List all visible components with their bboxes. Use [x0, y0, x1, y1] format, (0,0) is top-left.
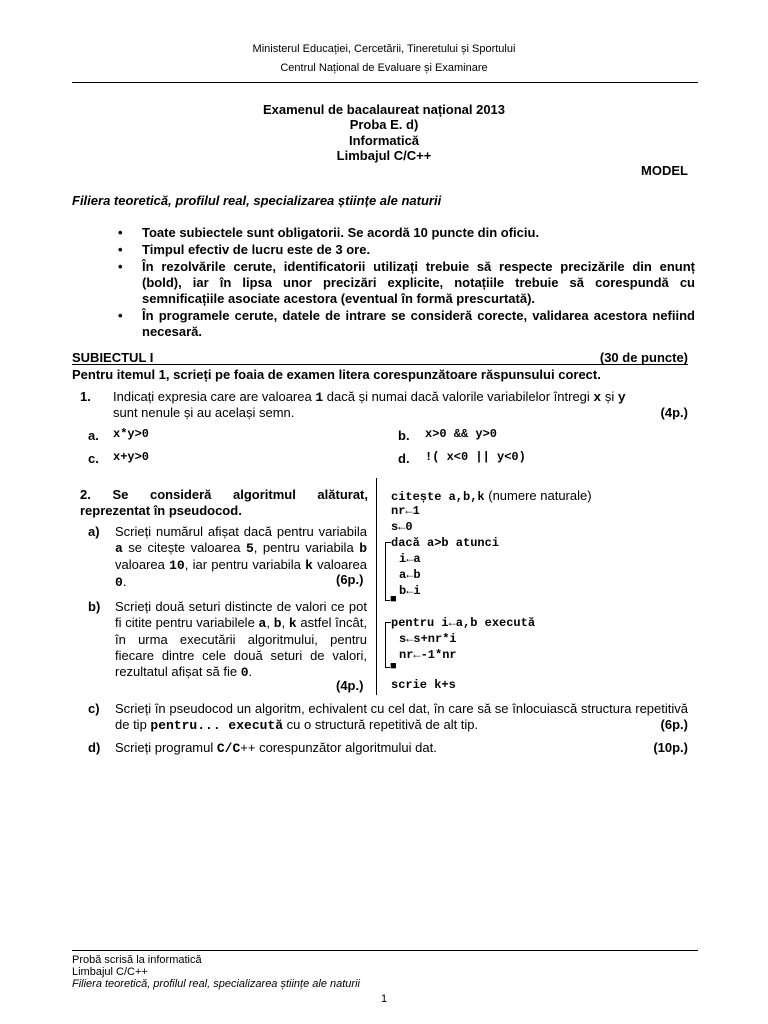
- q2c-points: (6p.): [660, 717, 688, 732]
- if-end-marker: ■: [390, 594, 397, 606]
- exam-title: Examenul de bacalaureat național 2013: [262, 102, 506, 117]
- subject-underline: [72, 364, 688, 365]
- q1-option-a-label: a.: [88, 428, 99, 443]
- exam-subject: Informatică: [348, 133, 420, 148]
- code-line-b-i: b←i: [399, 584, 421, 598]
- ministry-name: Ministerul Educației, Cercetării, Tineretului și Sportului: [252, 43, 516, 55]
- code-line-a-b: a←b: [399, 568, 421, 582]
- rule-item: • Toate subiectele sunt obligatorii. Se acordă 10 puncte din oficiu.: [118, 225, 540, 240]
- q1-number: 1.: [80, 389, 91, 404]
- subject-header: [72, 350, 688, 366]
- rule-item: • În programele cerute, datele de intrare se consideră corecte, validarea acestora nefiind necesară.: [118, 308, 695, 339]
- code-line-sum: s←s+nr*i: [399, 632, 457, 646]
- for-end-marker: ■: [390, 661, 397, 673]
- footer-line-2: Limbajul C/C++: [72, 966, 148, 978]
- q2a-label: a): [88, 524, 100, 539]
- q1-option-c-expr: x+y>0: [113, 450, 150, 464]
- rules-list: [118, 225, 695, 341]
- q2b-points: (4p.): [336, 678, 364, 693]
- q2b-label: b): [88, 599, 101, 614]
- q2c-label: c): [88, 701, 100, 716]
- header-divider: [72, 82, 698, 83]
- code-line-if: dacă a>b atunci: [391, 536, 500, 550]
- column-divider: [376, 478, 377, 695]
- code-line-s: s←0: [391, 520, 413, 534]
- code-line-read: citește a,b,k (numere naturale): [391, 488, 592, 504]
- rule-item: • În rezolvările cerute, identificatorii utilizați trebuie să respecte precizările din enunț (bold), iar în lipsa unor precizări explicite, notațiile trebuie să corespundă cu semnificațiile asociate acestora (eventual în formă prescurtată).: [118, 259, 695, 306]
- q1-option-a-expr: x*y>0: [113, 427, 150, 441]
- q1-option-d-expr: !( x<0 || y<0): [425, 450, 526, 464]
- code-line-i-a: i←a: [399, 552, 421, 566]
- track-label: Filiera teoretică, profilul real, specializarea științe ale naturii: [72, 193, 442, 208]
- q1-option-c-label: c.: [88, 451, 99, 466]
- page-number: 1: [380, 993, 388, 1005]
- q1-option-b-expr: x>0 && y>0: [425, 427, 498, 441]
- footer-line-1: Probă scrisă la informatică: [72, 954, 202, 966]
- footer-divider: [72, 950, 698, 951]
- model-label: MODEL: [641, 163, 688, 178]
- q1-option-b-label: b.: [398, 428, 410, 443]
- q2d-points: (10p.): [653, 740, 688, 755]
- q1-text: Indicați expresia care are valoarea 1 dacă și numai dacă valorile variabilelor întregi x și y: [113, 389, 626, 405]
- q2d-label: d): [88, 740, 101, 755]
- q1-option-d-label: d.: [398, 451, 410, 466]
- q1-text-cont: sunt nenule și au același semn. (4p.): [113, 405, 688, 420]
- exam-language: Limbajul C/C++: [336, 148, 432, 163]
- code-line-sign: nr←-1*nr: [399, 648, 457, 662]
- exam-center-name: Centrul Național de Evaluare și Examinare: [280, 62, 488, 74]
- subject-points: (30 de puncte): [599, 350, 688, 365]
- code-line-for: pentru i←a,b execută: [391, 616, 536, 630]
- q2c-text: Scrieți în pseudocod un algoritm, echivalent cu cel dat, în care să se înlocuiască structura repetitivă de tip pentru... execută cu o structură repetitivă de alt tip.: [115, 701, 688, 733]
- subject-title: SUBIECTUL I: [72, 350, 154, 365]
- q2d-text: Scrieți programul C/C++ corespunzător algoritmului dat.: [115, 740, 437, 756]
- exam-test: Proba E. d): [349, 117, 419, 132]
- q2-intro: 2. Se consideră algoritmul alăturat, reprezentat în pseudocod.: [80, 487, 368, 518]
- q1-points: (4p.): [660, 405, 688, 420]
- rule-item: • Timpul efectiv de lucru este de 3 ore.: [118, 242, 371, 257]
- subject-instruction: Pentru itemul 1, scrieți pe foaia de examen litera corespunzătoare răspunsului corect.: [72, 367, 601, 382]
- q2a-text: Scrieți numărul afișat dacă pentru variabila a se citește valoarea 5, pentru variabila b valoarea 10, iar pentru variabila k valoarea 0.: [115, 524, 368, 590]
- code-line-write: scrie k+s: [391, 678, 456, 692]
- footer-line-3: Filiera teoretică, profilul real, specializarea științe ale naturii: [72, 978, 360, 990]
- q2b-text: Scrieți două seturi distincte de valori ce pot fi citite pentru variabilele a, b, k astfel încât, în urma executării algoritmului, pentru fiecare dintre cele două seturi de valori, rezultatul afișat să fie 0.: [115, 599, 367, 680]
- q2a-points: (6p.): [336, 572, 364, 587]
- code-line-nr: nr←1: [391, 504, 420, 518]
